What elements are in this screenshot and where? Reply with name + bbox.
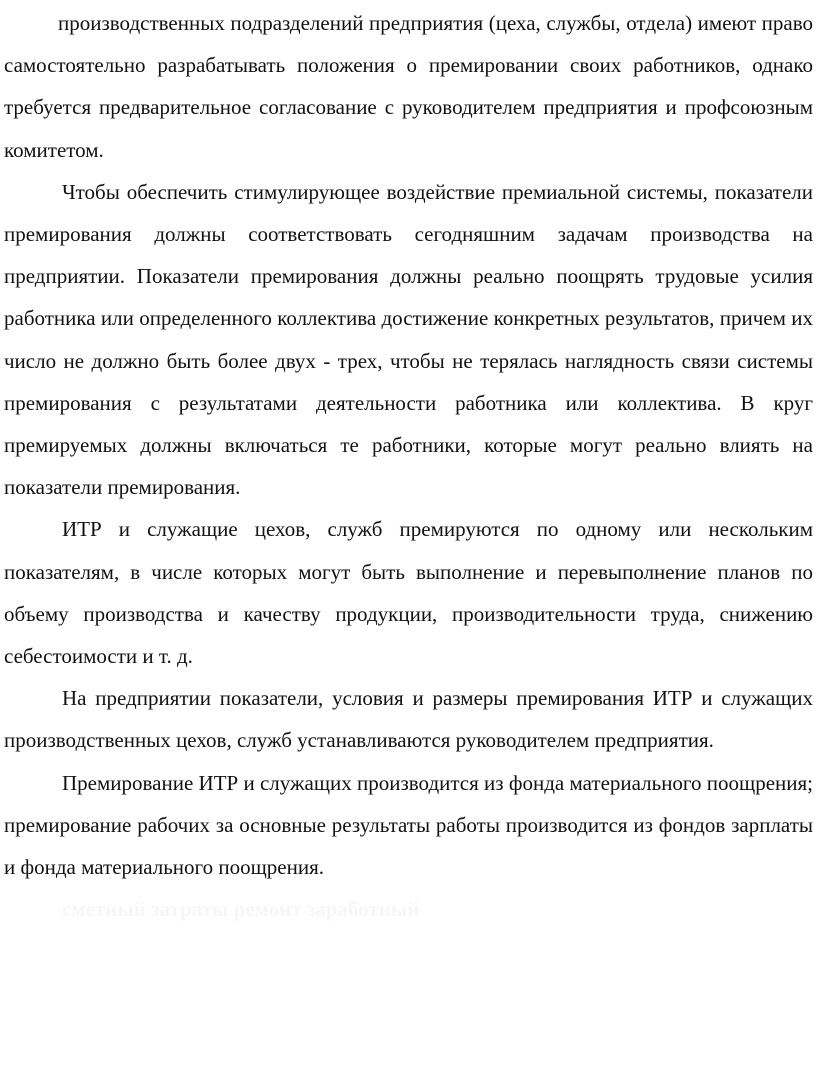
hidden-keywords-text: сметный затраты ремонт заработный [62,897,420,922]
paragraph-bonus-funds: Премирование ИТР и служащих производится из фонда материального поощрения; премирование рабочих за основные результаты работы производится из фондов зарплаты и фонда материального поощрения. [4,770,813,880]
paragraph-bonus-indicators: Чтобы обеспечить стимулирующее воздействие премиальной системы, показатели премирования должны соответствовать сегодняшним задачам производства на предприятии. Показатели премирования должны реально поощрять трудовые усилия работника или определенного коллектива достижение конкретных результатов, причем их число не должно быть более двух - трех, чтобы не терялась наглядность связи системы премирования с результатами деятельности работника или коллектива. В круг премируемых должны включаться те работники, которые могут реально влиять на показатели премирования. [4,179,813,500]
paragraph-continuation: производственных подразделений предприятия (цеха, службы, отдела) имеют право самостоятельно разрабатывать положения о премировании своих работников, однако требуется предварительное согласование с руководителем предприятия и профсоюзным комитетом. [4,11,813,162]
paragraph-itr-bonus: ИТР и служащие цехов, служб премируются по одному или нескольким показателям, в числе которых могут быть выполнение и перевыполнение планов по объему производства и качеству продукции, производительности труда, снижению себестоимости и т. д. [4,517,813,669]
paragraph-bonus-conditions: На предприятии показатели, условия и размеры премирования ИТР и служащих производственных цехов, служб устанавливаются руководителем предприятия. [4,686,813,753]
